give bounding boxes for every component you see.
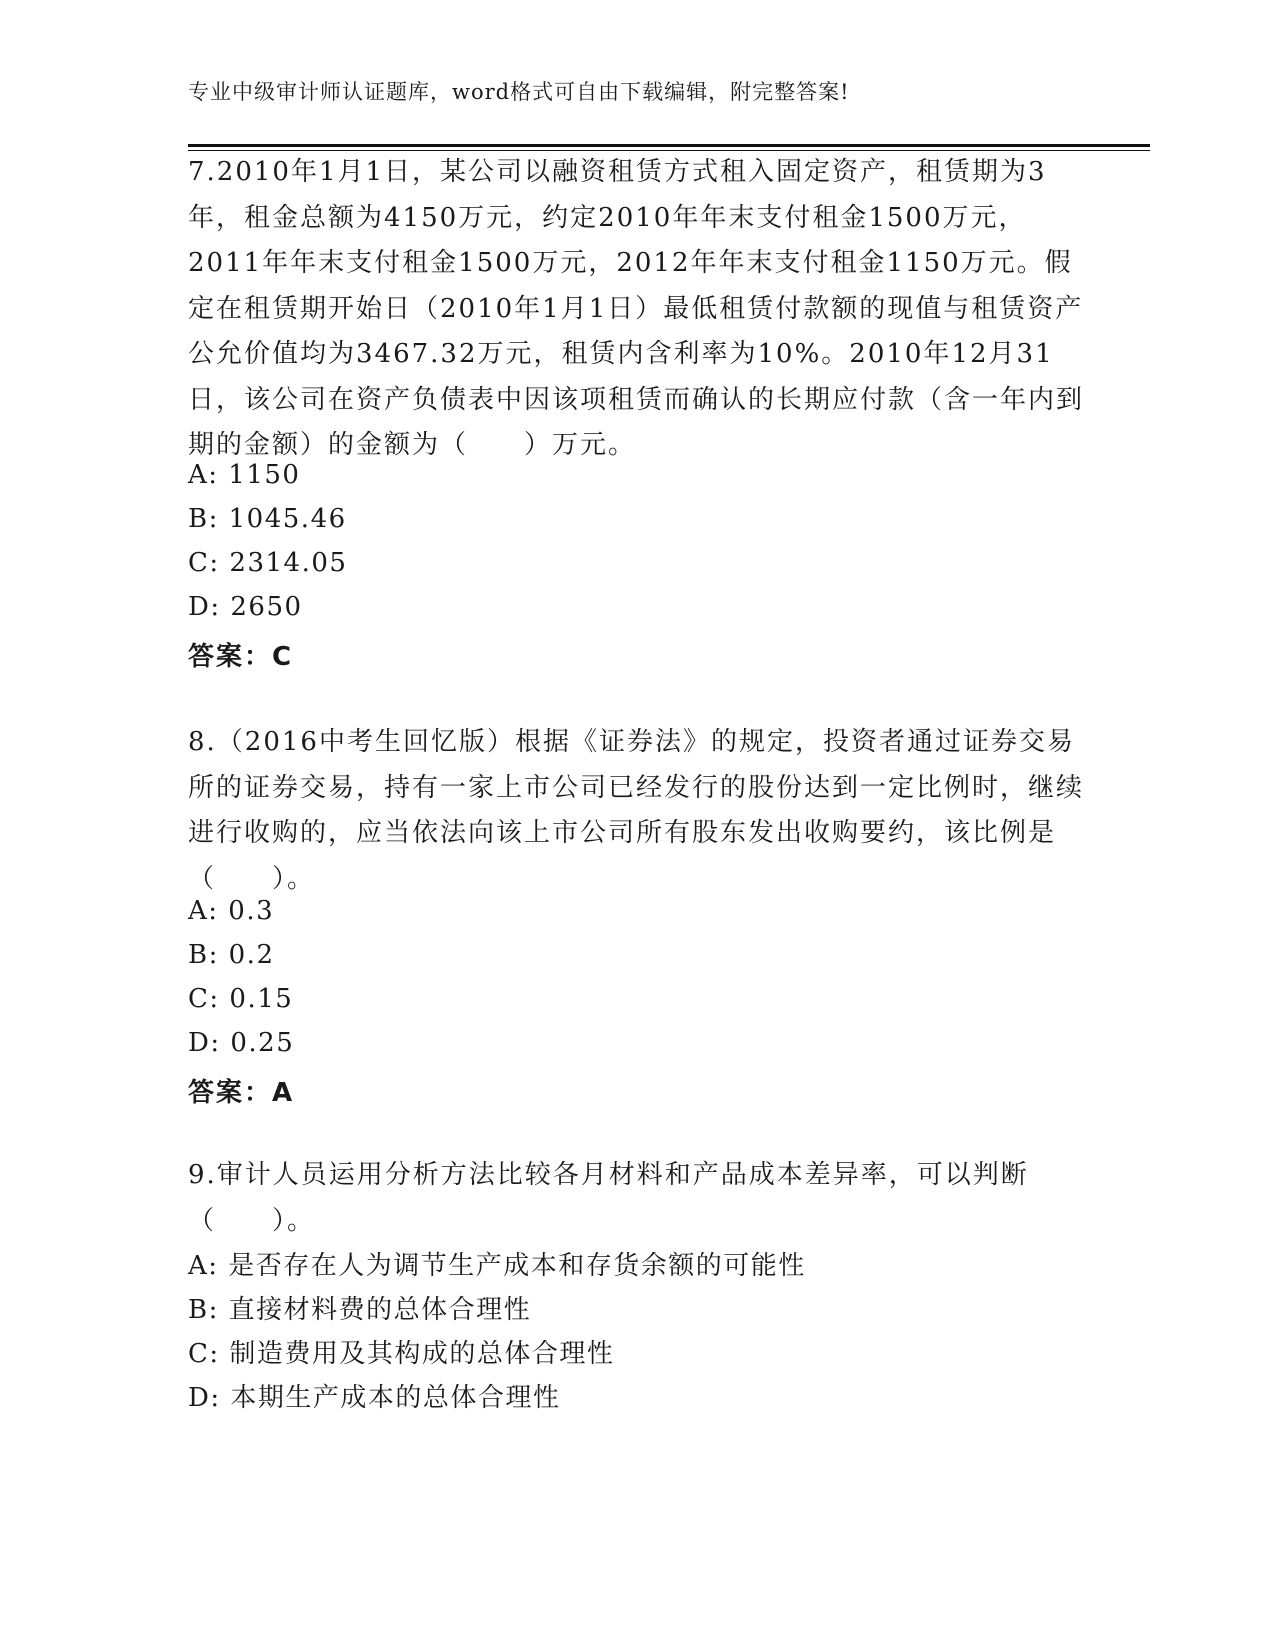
question-7-option-c: C: 2314.05 xyxy=(188,548,348,578)
header-rule-thick xyxy=(188,144,1150,147)
question-9-option-b: B: 直接材料费的总体合理性 xyxy=(188,1295,532,1325)
question-8-option-a: A: 0.3 xyxy=(188,896,275,926)
question-8-stem: 8.（2016中考生回忆版）根据《证券法》的规定，投资者通过证券交易所的证券交易，持有一家上市公司已经发行的股份达到一定比例时，继续进行收购的，应当依法向该上市公司所有股东发出收购要约，该比例是（ ）。 xyxy=(188,727,1085,894)
question-7-option-d: D: 2650 xyxy=(188,592,303,622)
header-title: 专业中级审计师认证题库，word格式可自由下载编辑，附完整答案! xyxy=(188,80,850,104)
question-8-option-c: C: 0.15 xyxy=(188,984,294,1014)
question-9-stem: 9.审计人员运用分析方法比较各月材料和产品成本差异率，可以判断（ ）。 xyxy=(188,1160,1029,1236)
question-9-option-a: A: 是否存在人为调节生产成本和存货余额的可能性 xyxy=(188,1251,806,1281)
question-8-option-d: D: 0.25 xyxy=(188,1028,295,1058)
question-7-stem: 7.2010年1月1日，某公司以融资租赁方式租入固定资产，租赁期为3年，租金总额为4150万元，约定2010年年末支付租金1500万元，2011年年末支付租金1500万元，2012年年末支付租金1150万元。假定在租赁期开始日（2010年1月1日）最低租赁付款额的现值与租赁资产公允价值均为3467.32万元，租赁内含利率为10%。2010年12月31日，该公司在资产负债表中因该项租赁而确认的长期应付款（含一年内到期的金额）的金额为（ ）万元。 xyxy=(188,157,1085,460)
question-9-option-d: D: 本期生产成本的总体合理性 xyxy=(188,1383,561,1413)
question-8-answer: 答案：A xyxy=(188,1078,295,1108)
question-7-option-a: A: 1150 xyxy=(188,460,301,490)
question-7-option-b: B: 1045.46 xyxy=(188,504,347,534)
question-7-answer: 答案：C xyxy=(188,642,294,672)
question-8-option-b: B: 0.2 xyxy=(188,940,275,970)
question-9-option-c: C: 制造费用及其构成的总体合理性 xyxy=(188,1339,615,1369)
